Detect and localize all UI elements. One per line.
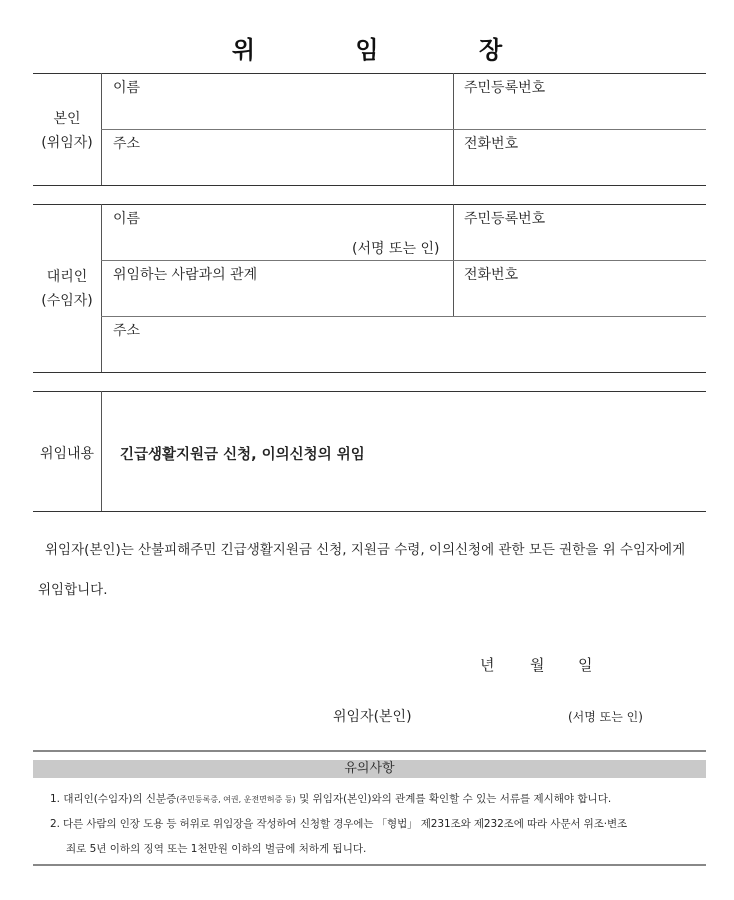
agent-label: 대리인 [46, 269, 88, 285]
agent-name-field[interactable]: 이름 [113, 211, 141, 227]
statement-line-2: 위임합니다. [38, 582, 108, 598]
principal-phone-field[interactable]: 전화번호 [464, 136, 519, 152]
notice-top-rule [33, 750, 706, 752]
notice-header: 유의사항 [33, 760, 706, 778]
section2-row-divider-2 [101, 316, 706, 317]
section3-bottom-rule [33, 511, 706, 512]
delegation-content: 긴급생활지원금 신청, 이의신청의 위임 [120, 447, 365, 463]
notice-item-1-part-a: 1. 대리인(수임자)의 신분증 [50, 793, 177, 805]
date-day[interactable]: 일 [578, 656, 593, 674]
statement-line-1: 위임자(본인)는 산불피해주민 긴급생활지원금 신청, 지원금 수령, 이의신청에 관한 모든 권한을 위 수임자에게 [45, 542, 686, 558]
signature-label: 위임자(본인) [333, 709, 412, 725]
document-title: 위 임 장 [231, 36, 549, 64]
principal-name-field[interactable]: 이름 [113, 80, 141, 96]
agent-relation-field[interactable]: 위임하는 사람과의 관계 [113, 267, 258, 283]
notice-item-1 [50, 791, 611, 806]
principal-label: 본인 [53, 111, 81, 127]
principal-label-sub: (위임자) [41, 135, 93, 151]
section2-label-divider [101, 204, 102, 372]
agent-sign-hint: (서명 또는 인) [352, 241, 440, 257]
section3-label-divider [101, 391, 102, 511]
principal-rrn-field[interactable]: 주민등록번호 [464, 80, 546, 96]
notice-bottom-rule [33, 864, 706, 866]
agent-rrn-field[interactable]: 주민등록번호 [464, 211, 546, 227]
section2-bottom-rule [33, 372, 706, 373]
signature-hint[interactable]: (서명 또는 인) [568, 710, 643, 724]
agent-label-sub: (수임자) [41, 293, 93, 309]
section3-top-rule [33, 391, 706, 392]
section1-bottom-rule [33, 185, 706, 186]
section1-top-rule [33, 73, 706, 74]
notice-item-1-id-examples: (주민등록증, 여권, 운전면허증 등) [176, 795, 296, 804]
notice-item-2-line-2: 죄로 5년 이하의 징역 또는 1천만원 이하의 벌금에 처하게 됩니다. [66, 843, 367, 855]
section1-row-divider [101, 129, 706, 130]
section2-top-rule [33, 204, 706, 205]
notice-item-2-line-1: 2. 다른 사람의 인장 도용 등 허위로 위임장을 작성하여 신청할 경우에는 「형법」 제231조와 제232조에 따라 사문서 위조·변조 [50, 818, 628, 830]
section2-row-divider-1 [101, 260, 706, 261]
principal-address-field[interactable]: 주소 [113, 136, 141, 152]
date-month[interactable]: 월 [530, 656, 545, 674]
date-year[interactable]: 년 [480, 656, 495, 674]
notice-item-1-part-b: 및 위임자(본인)와의 관계를 확인할 수 있는 서류를 제시해야 합니다. [295, 793, 612, 805]
agent-phone-field[interactable]: 전화번호 [464, 267, 519, 283]
agent-address-field[interactable]: 주소 [113, 323, 141, 339]
delegation-label: 위임내용 [39, 446, 95, 462]
